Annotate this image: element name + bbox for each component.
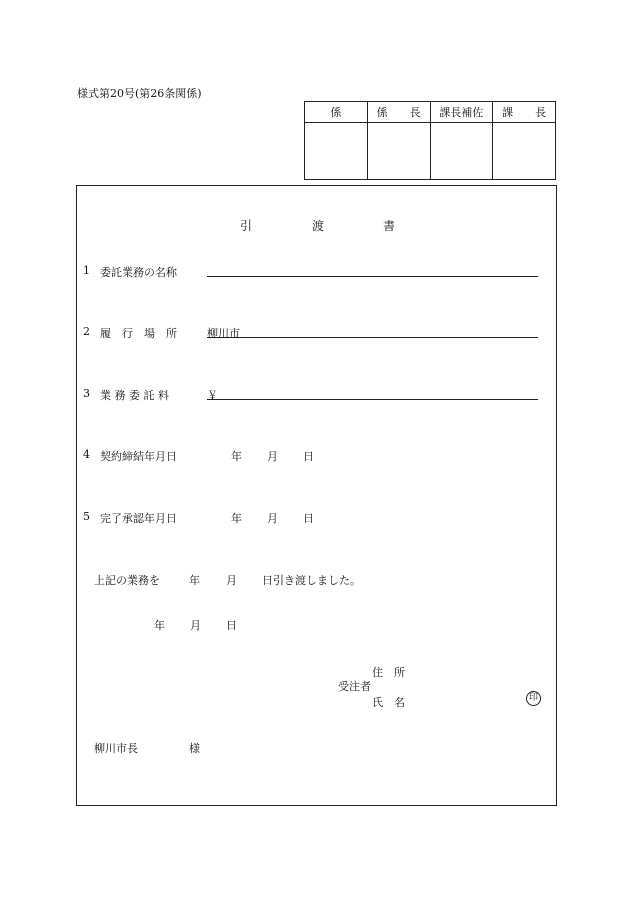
item-5-label: 完了承認年月日	[100, 512, 177, 525]
item-2-value: 柳川市	[207, 327, 240, 340]
item-2-input-line[interactable]	[207, 323, 538, 338]
approval-col-staff: 係	[305, 102, 368, 123]
contractor-address-label: 住 所	[372, 666, 405, 679]
item-3-label: 業 務 委 託 料	[100, 389, 169, 402]
approval-stamp-table	[304, 101, 556, 180]
approval-cell-manager[interactable]	[493, 123, 556, 180]
doc-title-char-1: 引	[240, 219, 253, 233]
contractor-role-label: 受注者	[338, 680, 371, 693]
date-month: 月	[190, 619, 201, 632]
item-5-year: 年	[231, 512, 242, 525]
seal-mark-icon: 印	[526, 691, 541, 706]
statement-month: 月	[226, 574, 237, 587]
item-1-label: 委託業務の名称	[100, 266, 177, 279]
contractor-name-label: 氏 名	[372, 696, 405, 709]
item-2-number: 2	[83, 325, 90, 338]
approval-cell-assistant-manager[interactable]	[430, 123, 493, 180]
item-2-label: 履 行 場 所	[100, 327, 177, 340]
date-day: 日	[226, 619, 237, 632]
approval-cell-section-chief[interactable]	[367, 123, 430, 180]
addressee-name: 柳川市長	[94, 742, 138, 755]
approval-col-manager: 課 長	[493, 102, 556, 123]
date-year: 年	[154, 619, 165, 632]
item-1-input-line[interactable]	[207, 262, 538, 277]
statement-suffix: 日引き渡しました。	[262, 574, 361, 587]
item-5-month: 月	[267, 512, 278, 525]
item-5-number: 5	[83, 510, 90, 523]
approval-col-section-chief: 係 長	[367, 102, 430, 123]
item-4-number: 4	[83, 448, 90, 461]
approval-col-assistant-manager: 課長補佐	[430, 102, 493, 123]
item-1-number: 1	[83, 264, 90, 277]
addressee-honorific: 様	[189, 742, 200, 755]
item-3-value: ￥	[207, 389, 218, 402]
item-3-number: 3	[83, 387, 90, 400]
item-4-day: 日	[303, 450, 314, 463]
form-number: 様式第20号(第26条関係)	[77, 87, 202, 100]
item-4-label: 契約締結年月日	[100, 450, 177, 463]
item-4-month: 月	[267, 450, 278, 463]
doc-title-char-3: 書	[383, 219, 396, 233]
statement-prefix: 上記の業務を	[94, 574, 160, 587]
item-5-day: 日	[303, 512, 314, 525]
item-3-input-line[interactable]	[207, 385, 538, 400]
doc-title-char-2: 渡	[312, 219, 325, 233]
item-4-year: 年	[231, 450, 242, 463]
statement-year: 年	[189, 574, 200, 587]
approval-cell-staff[interactable]	[305, 123, 368, 180]
